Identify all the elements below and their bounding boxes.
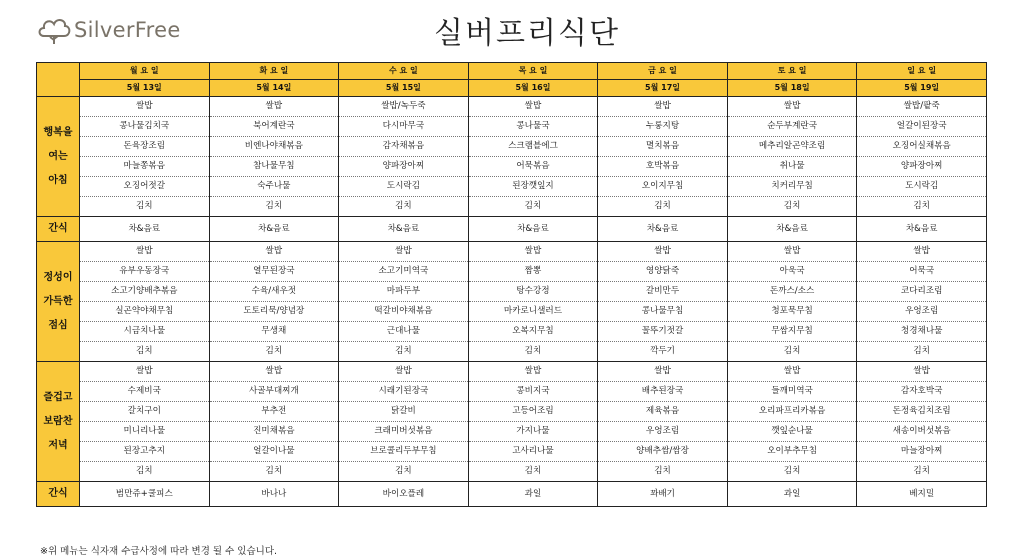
meal-label-line: 아침 [48, 174, 68, 186]
menu-item: 오이부추무침 [727, 442, 857, 462]
meal-label [37, 217, 80, 242]
day-name: 화 요 일 [209, 63, 339, 80]
notice-text: ※위 메뉴는 식자재 수급사정에 따라 변경 될 수 있습니다. [40, 546, 278, 557]
menu-item: 들깨미역국 [727, 382, 857, 402]
meal-label-line: 행복을 [43, 126, 73, 138]
menu-item: 제육볶음 [598, 402, 728, 422]
menu-item: 도시락김 [857, 177, 987, 197]
menu-item: 쌀밥 [468, 97, 598, 117]
menu-item: 쌀밥 [209, 242, 339, 262]
menu-row [37, 157, 987, 177]
menu-item: 크래미버섯볶음 [339, 422, 469, 442]
menu-item: 근대나물 [339, 322, 469, 342]
menu-item: 감자채볶음 [339, 137, 469, 157]
menu-item: 호박볶음 [598, 157, 728, 177]
menu-item: 도시락김 [339, 177, 469, 197]
menu-item: 청경채나물 [857, 322, 987, 342]
menu-item: 소고기양배추볶음 [80, 282, 210, 302]
day-name: 목 요 일 [468, 63, 598, 80]
menu-item: 얼갈이된장국 [857, 117, 987, 137]
menu-item: 김치 [727, 197, 857, 217]
day-date: 5월 16일 [468, 80, 598, 97]
menu-item: 쌀밥 [339, 242, 469, 262]
menu-item: 김치 [209, 462, 339, 482]
menu-item: 소고기미역국 [339, 262, 469, 282]
day-name: 수 요 일 [339, 63, 469, 80]
menu-item: 오징어실채볶음 [857, 137, 987, 157]
menu-item: 김치 [80, 342, 210, 362]
page-title: 실버프리식단 [434, 16, 620, 51]
menu-item: 순두부계란국 [727, 117, 857, 137]
menu-item: 취나물 [727, 157, 857, 177]
menu-row [37, 302, 987, 322]
menu-item: 고사리나물 [468, 442, 598, 462]
menu-item: 마파두부 [339, 282, 469, 302]
menu-item: 쌀밥 [80, 97, 210, 117]
menu-item: 김치 [727, 342, 857, 362]
meal-label-line: 즐겁고 [43, 391, 73, 403]
logo-text: SilverFree [74, 18, 181, 42]
menu-item: 바나나 [209, 482, 339, 507]
menu-item: 시래기된장국 [339, 382, 469, 402]
menu-item: 된장깻잎지 [468, 177, 598, 197]
menu-item: 김치 [468, 462, 598, 482]
menu-item: 김치 [857, 462, 987, 482]
menu-item: 마늘장아찌 [857, 442, 987, 462]
menu-item: 베지밀 [857, 482, 987, 507]
menu-item: 차&음료 [727, 217, 857, 242]
menu-item: 치커리무침 [727, 177, 857, 197]
meal-label [37, 482, 80, 507]
menu-item: 차&음료 [339, 217, 469, 242]
menu-item: 사골부대찌개 [209, 382, 339, 402]
menu-row [37, 402, 987, 422]
menu-row [37, 342, 987, 362]
menu-item: 김치 [468, 342, 598, 362]
menu-item: 김치 [209, 342, 339, 362]
menu-item: 오징어젓갈 [80, 177, 210, 197]
menu-item: 김치 [80, 197, 210, 217]
menu-item: 꼴뚜기젓갈 [598, 322, 728, 342]
menu-item: 김치 [339, 342, 469, 362]
day-date: 5월 19일 [857, 80, 987, 97]
menu-item: 브로콜리두부무침 [339, 442, 469, 462]
menu-item: 쌀밥 [80, 362, 210, 382]
menu-item: 꽈배기 [598, 482, 728, 507]
menu-item: 숙주나물 [209, 177, 339, 197]
menu-item: 김치 [339, 197, 469, 217]
menu-item: 양파장아찌 [857, 157, 987, 177]
menu-item: 쌀밥 [468, 362, 598, 382]
meal-label [37, 97, 80, 217]
menu-row [37, 217, 987, 242]
menu-item: 김치 [80, 462, 210, 482]
menu-item: 갈치구이 [80, 402, 210, 422]
menu-item: 깍두기 [598, 342, 728, 362]
meal-label-line: 정성이 [43, 271, 73, 283]
menu-item: 쌀밥 [339, 362, 469, 382]
menu-item: 깻잎순나물 [727, 422, 857, 442]
menu-item: 쌀밥 [598, 242, 728, 262]
menu-item: 어묵볶음 [468, 157, 598, 177]
menu-item: 짬뽕 [468, 262, 598, 282]
menu-item: 닭갈비 [339, 402, 469, 422]
menu-item: 돈정육김치조림 [857, 402, 987, 422]
menu-item: 양파장아찌 [339, 157, 469, 177]
menu-item: 돈육장조림 [80, 137, 210, 157]
header-days-row [37, 63, 987, 80]
menu-item: 오복지무침 [468, 322, 598, 342]
menu-item: 부추전 [209, 402, 339, 422]
menu-row [37, 197, 987, 217]
menu-item: 새송이버섯볶음 [857, 422, 987, 442]
menu-item: 김치 [857, 197, 987, 217]
menu-item: 고등어조림 [468, 402, 598, 422]
menu-item: 수육/새우젓 [209, 282, 339, 302]
menu-item: 영양닭죽 [598, 262, 728, 282]
day-date: 5월 18일 [727, 80, 857, 97]
menu-item: 비엔나야채볶음 [209, 137, 339, 157]
meal-label [37, 242, 80, 362]
menu-item: 쌀밥 [209, 97, 339, 117]
menu-row [37, 282, 987, 302]
meal-label-line: 간식 [48, 488, 68, 499]
menu-item: 우엉조림 [857, 302, 987, 322]
menu-item: 김치 [727, 462, 857, 482]
menu-item: 갈비만두 [598, 282, 728, 302]
menu-row [37, 422, 987, 442]
meal-label-line: 간식 [48, 223, 68, 234]
menu-item: 차&음료 [857, 217, 987, 242]
menu-item: 미니리나물 [80, 422, 210, 442]
menu-item: 청포묵무침 [727, 302, 857, 322]
menu-item: 김치 [857, 342, 987, 362]
menu-item: 쌀밥 [209, 362, 339, 382]
menu-item: 된장고추지 [80, 442, 210, 462]
menu-row [37, 262, 987, 282]
menu-item: 코다리조림 [857, 282, 987, 302]
menu-item: 콩나물김치국 [80, 117, 210, 137]
menu-item: 쌀밥 [727, 242, 857, 262]
menu-item: 우엉조림 [598, 422, 728, 442]
menu-item: 차&음료 [80, 217, 210, 242]
menu-item: 범만쥬+쿨피스 [80, 482, 210, 507]
menu-item: 콩비지국 [468, 382, 598, 402]
menu-item: 시금치나물 [80, 322, 210, 342]
meal-label-line: 가득한 [43, 295, 73, 307]
meal-plan-table [36, 62, 987, 507]
menu-item: 메추리알곤약조림 [727, 137, 857, 157]
menu-item: 어묵국 [857, 262, 987, 282]
meal-label-line: 점심 [48, 319, 68, 331]
day-name: 월 요 일 [80, 63, 210, 80]
menu-item: 실곤약야채무침 [80, 302, 210, 322]
menu-item: 무생채 [209, 322, 339, 342]
meal-label-line: 보람찬 [43, 415, 73, 427]
menu-item: 김치 [598, 197, 728, 217]
menu-item: 차&음료 [468, 217, 598, 242]
menu-item: 쌀밥 [727, 97, 857, 117]
menu-item: 떡갈비야채볶음 [339, 302, 469, 322]
menu-item: 멸치볶음 [598, 137, 728, 157]
menu-row [37, 462, 987, 482]
menu-item: 마카로니샐러드 [468, 302, 598, 322]
menu-item: 쌀밥 [857, 242, 987, 262]
menu-item: 김치 [339, 462, 469, 482]
menu-item: 콩나물국 [468, 117, 598, 137]
menu-item: 가지나물 [468, 422, 598, 442]
menu-item: 콩나물무침 [598, 302, 728, 322]
menu-item: 과일 [727, 482, 857, 507]
menu-item: 누룽지탕 [598, 117, 728, 137]
day-name: 금 요 일 [598, 63, 728, 80]
menu-item: 김치 [209, 197, 339, 217]
menu-item: 쌀밥 [598, 97, 728, 117]
meal-label [37, 362, 80, 482]
menu-item: 도토리묵/양념장 [209, 302, 339, 322]
menu-item: 다시마무국 [339, 117, 469, 137]
day-name: 일 요 일 [857, 63, 987, 80]
menu-row [37, 97, 987, 117]
menu-item: 양배추쌈/쌈장 [598, 442, 728, 462]
menu-row [37, 117, 987, 137]
menu-item: 쌀밥 [727, 362, 857, 382]
menu-row [37, 362, 987, 382]
meal-label-line: 여는 [48, 150, 68, 162]
menu-row [37, 137, 987, 157]
menu-row [37, 242, 987, 262]
menu-item: 오리파프리카볶음 [727, 402, 857, 422]
menu-item: 열무된장국 [209, 262, 339, 282]
menu-item: 유부우동장국 [80, 262, 210, 282]
menu-row [37, 382, 987, 402]
menu-item: 북어계란국 [209, 117, 339, 137]
menu-item: 스크램블에그 [468, 137, 598, 157]
menu-item: 감자호박국 [857, 382, 987, 402]
menu-item: 아욱국 [727, 262, 857, 282]
meal-label-line: 저녁 [48, 439, 68, 451]
menu-item: 돈까스/소스 [727, 282, 857, 302]
menu-item: 배추된장국 [598, 382, 728, 402]
menu-item: 오이지무침 [598, 177, 728, 197]
menu-row [37, 442, 987, 462]
menu-item: 탕수강정 [468, 282, 598, 302]
menu-item: 쌀밥 [598, 362, 728, 382]
menu-row [37, 322, 987, 342]
header-dates-row [37, 80, 987, 97]
menu-item: 쌀밥 [468, 242, 598, 262]
day-date: 5월 17일 [598, 80, 728, 97]
menu-item: 쌀밥/팥죽 [857, 97, 987, 117]
menu-item: 쌀밥/녹두죽 [339, 97, 469, 117]
menu-item: 과일 [468, 482, 598, 507]
menu-item: 바이오플레 [339, 482, 469, 507]
day-date: 5월 13일 [80, 80, 210, 97]
day-date: 5월 15일 [339, 80, 469, 97]
menu-item: 차&음료 [598, 217, 728, 242]
day-name: 토 요 일 [727, 63, 857, 80]
menu-item: 참나물무침 [209, 157, 339, 177]
menu-item: 쌀밥 [857, 362, 987, 382]
menu-item: 김치 [598, 462, 728, 482]
menu-item: 진미채볶음 [209, 422, 339, 442]
menu-item: 김치 [468, 197, 598, 217]
menu-item: 무쌈지무침 [727, 322, 857, 342]
header-corner [37, 63, 80, 97]
menu-item: 쌀밥 [80, 242, 210, 262]
menu-item: 수제비국 [80, 382, 210, 402]
menu-row [37, 177, 987, 197]
menu-item: 차&음료 [209, 217, 339, 242]
day-date: 5월 14일 [209, 80, 339, 97]
menu-item: 얼갈이나물 [209, 442, 339, 462]
menu-row [37, 482, 987, 507]
menu-item: 마늘쫑볶음 [80, 157, 210, 177]
